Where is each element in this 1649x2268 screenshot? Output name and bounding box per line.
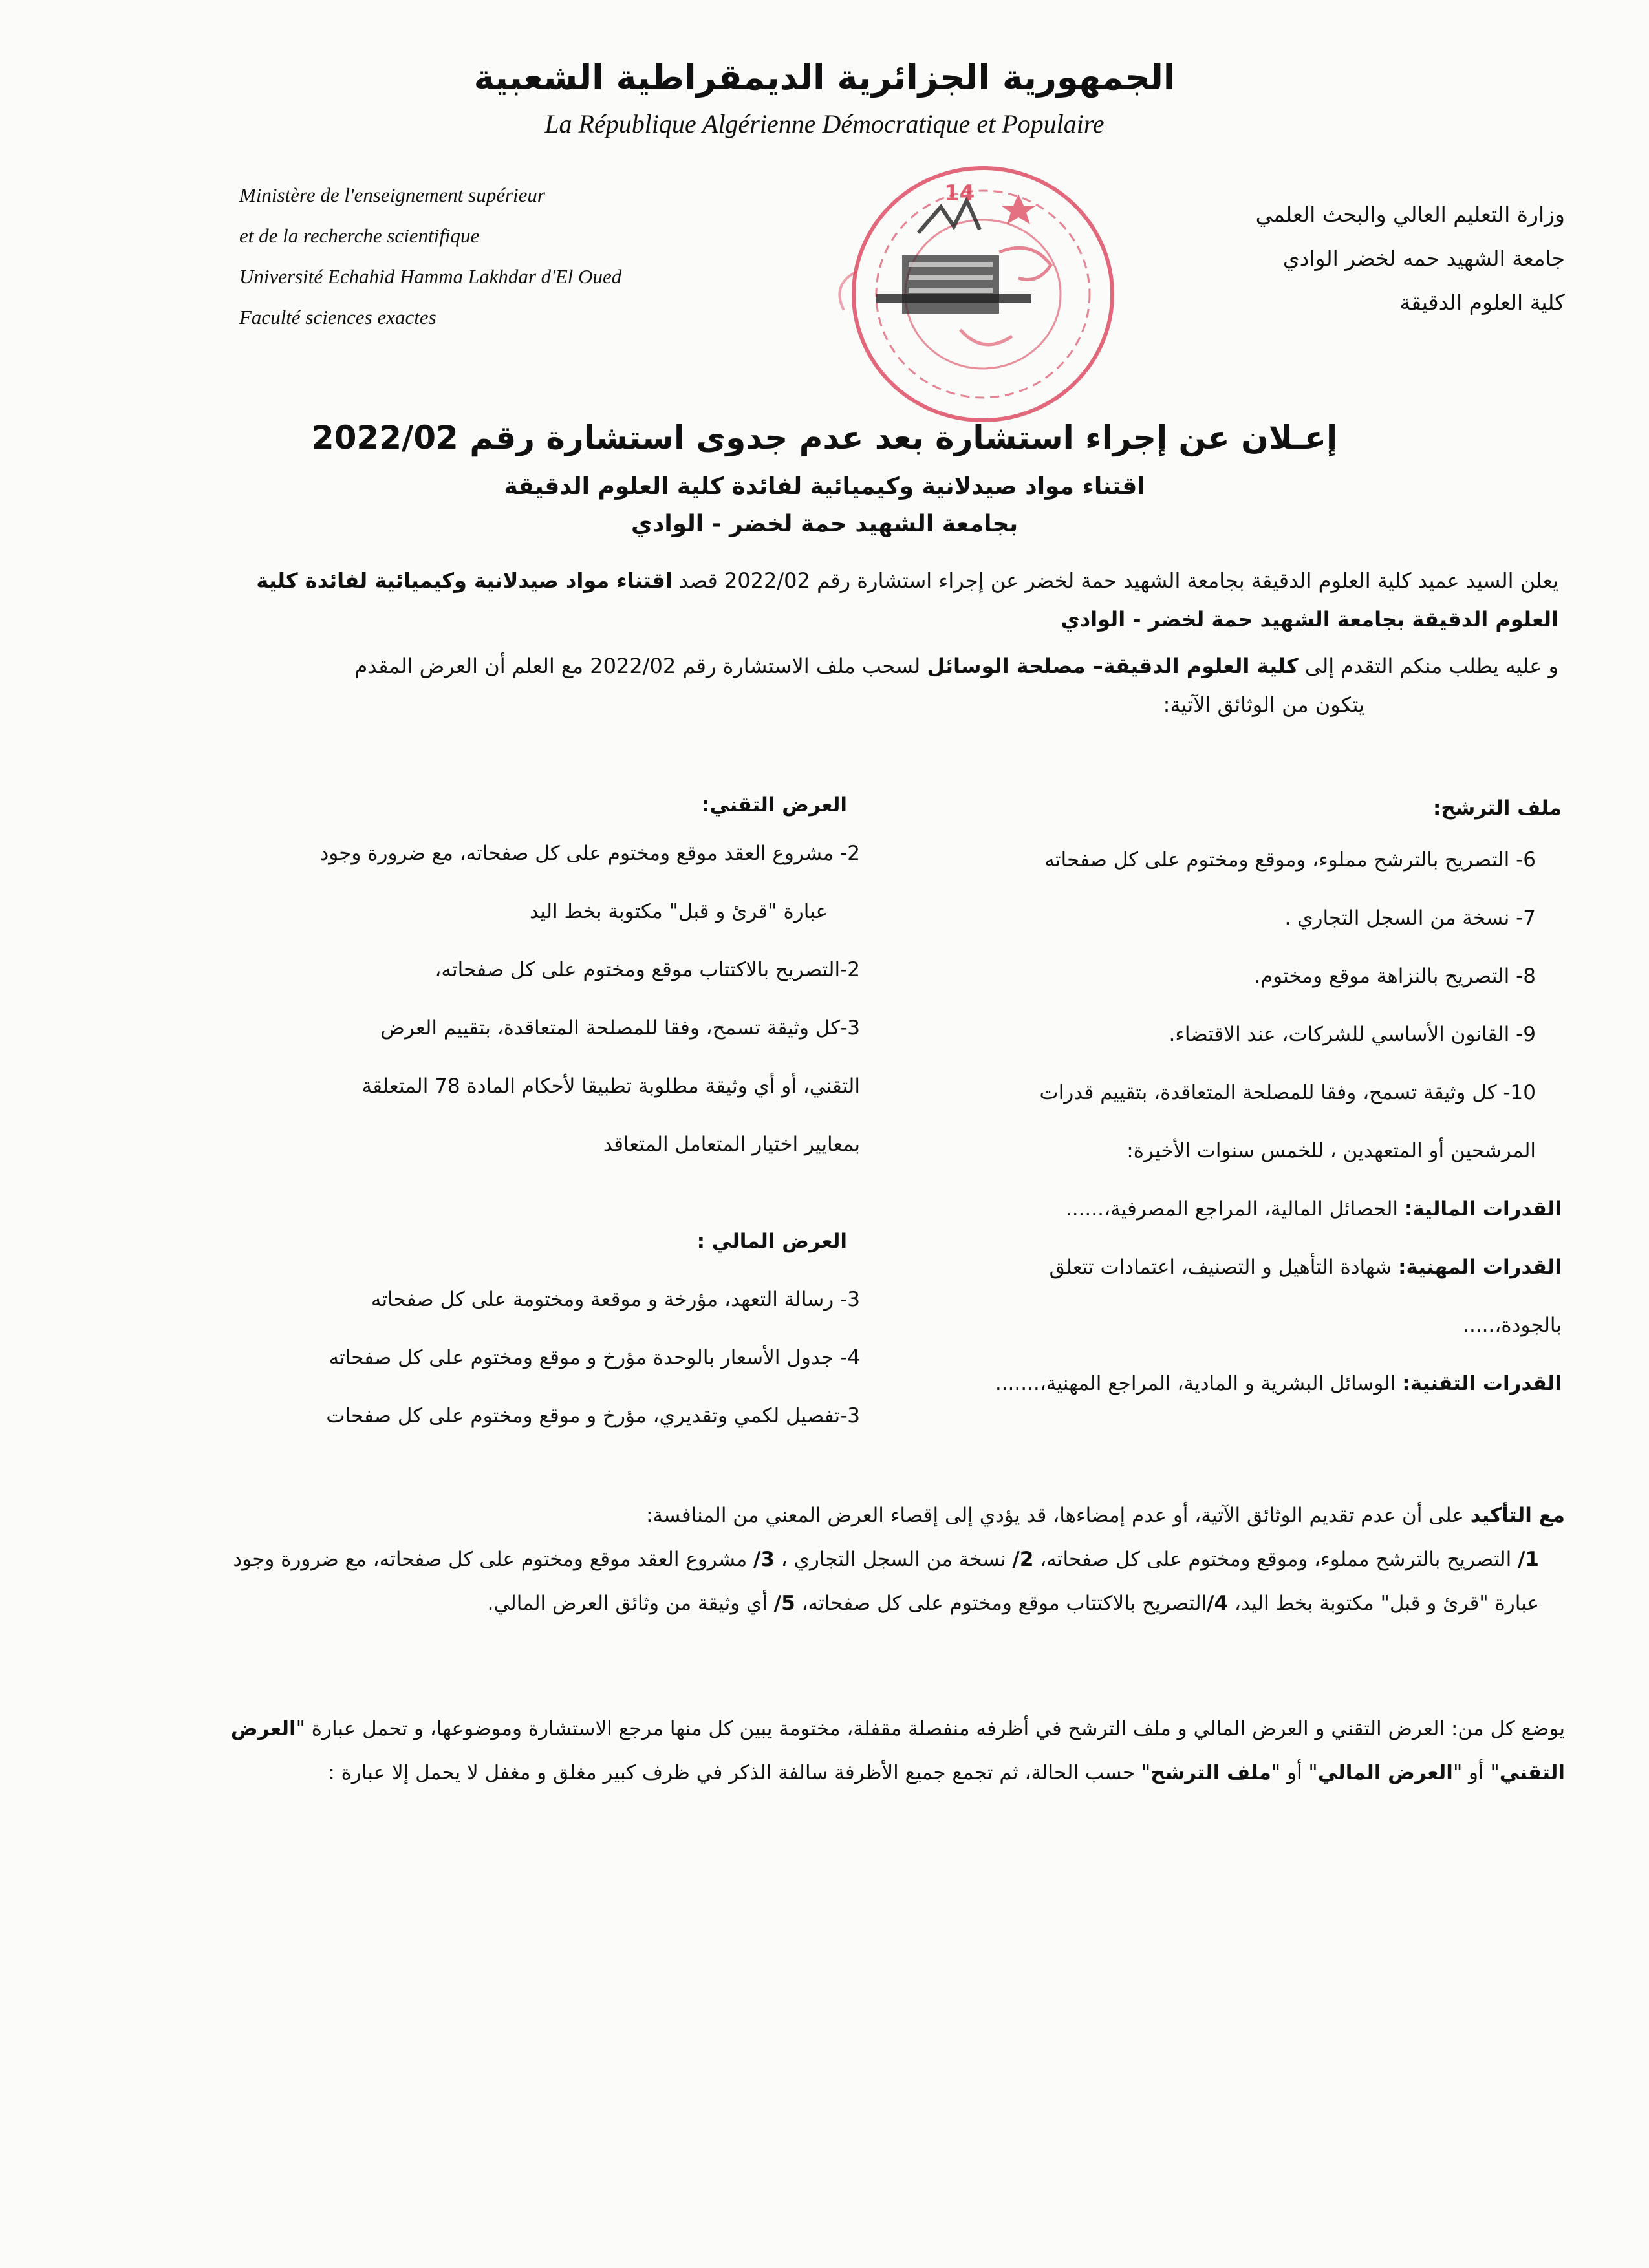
technical-offer-item: عبارة "قرئ و قبل" مكتوبة بخط اليد (529, 900, 828, 923)
candidacy-item: المرشحين أو المتعهدين ، للخمس سنوات الأخيرة: (1126, 1139, 1536, 1162)
envelope-text: " أو " (1452, 1761, 1500, 1784)
doc-text: التصريح بالاكتتاب موقع ومختوم على كل صفحاته، (795, 1592, 1207, 1615)
candidacy-item: 9- القانون الأساسي للشركات، عند الاقتضاء. (1169, 1023, 1536, 1046)
announcement-title: إعـلان عن إجراء استشارة بعد عدم جدوى استشارة رقم 2022/02 (311, 419, 1338, 456)
university-line-fr: Université Echahid Hamma Lakhdar d'El Oued (239, 265, 622, 288)
capacity-technical-label: القدرات التقنية: (1402, 1372, 1562, 1395)
doc-text: أي وثيقة من وثائق العرض المالي. (487, 1592, 774, 1615)
ministry-line-fr: et de la recherche scientifique (239, 224, 480, 247)
request-text-c: يتكون من الوثائق الآتية: (1163, 692, 1364, 717)
capacity-financial (980, 1180, 1562, 1238)
ministry-block-fr (239, 175, 821, 337)
capacity-professional-text: شهادة التأهيل و التصنيف، اعتمادات تتعلق (1049, 1256, 1399, 1279)
ministry-line-ar: وزارة التعليم العالي والبحث العلمي (1255, 202, 1565, 227)
capacity-professional (980, 1238, 1562, 1296)
intro-text: يعلن السيد عميد كلية العلوم الدقيقة بجامعة الشهيد حمة لخضر عن إجراء استشارة رقم 2022/02 قصد (672, 568, 1558, 593)
candidacy-item: 8- التصريح بالنزاهة موقع ومختوم. (1254, 965, 1536, 988)
ministry-block-ar (1048, 193, 1565, 325)
capacity-technical-text: الوسائل البشرية و المادية، المراجع المهنية،....... (995, 1372, 1403, 1395)
faculty-line-fr: Faculté sciences exactes (239, 306, 436, 328)
capacity-professional-label: القدرات المهنية: (1398, 1256, 1562, 1279)
doc-text: نسخة من السجل التجاري ، (774, 1548, 1013, 1571)
doc-text: مشروع العقد موقع ومختوم على كل صفحاته، مع ضرورة وجود عبارة "قرئ و قبل" مكتوبة بخط اليد، (233, 1548, 1539, 1615)
candidacy-item: 10- كل وثيقة تسمح، وفقا للمصلحة المتعاقدة، بتقييم قدرات (1039, 1081, 1536, 1104)
envelope-label-technical: العرض التقني (230, 1717, 1565, 1784)
candidacy-item: 6- التصريح بالترشح مملوء، وموقع ومختوم على كل صفحاته (1044, 848, 1536, 872)
request-bold-service: كلية العلوم الدقيقة– مصلحة الوسائل (927, 654, 1299, 678)
technical-offer-item: 3-كل وثيقة تسمح، وفقا للمصلحة المتعاقدة، بتقييم العرض (380, 1016, 860, 1040)
candidacy-file-section (980, 786, 1562, 1413)
financial-offer-item: 4- جدول الأسعار بالوحدة مؤرخ و موقع ومختوم على كل صفحاته (329, 1346, 860, 1369)
candidacy-item: 7- نسخة من السجل التجاري . (1284, 906, 1536, 930)
technical-offer-item: 2-التصريح بالاكتتاب موقع ومختوم على كل صفحاته، (435, 958, 860, 981)
doc-number: 3/ (753, 1548, 775, 1571)
technical-offer-item: التقني، أو أي وثيقة مطلوبة تطبيقا لأحكام المادة 78 المتعلقة (361, 1075, 860, 1098)
financial-offer-item: 3- رسالة التعهد، مؤرخة و موقعة ومختومة على كل صفحاته (371, 1288, 860, 1311)
intro-bold-subject: اقتناء مواد صيدلانية وكيميائية لفائدة كلية العلوم الدقيقة بجامعة الشهيد حمة لخضر - الوادي (256, 568, 1558, 632)
envelope-instructions (194, 1707, 1565, 1795)
doc-number: 5/ (773, 1592, 795, 1615)
offers-section (194, 786, 925, 1445)
capacity-financial-label: القدرات المالية: (1404, 1197, 1562, 1221)
mandatory-documents-list (194, 1537, 1565, 1625)
envelope-label-financial: العرض المالي (1317, 1761, 1453, 1784)
request-text-b: لسحب ملف الاستشارة رقم 2022/02 مع العلم أن العرض المقدم (354, 654, 927, 678)
official-seal-stamp (805, 155, 1122, 433)
technical-offer-item: 2- مشروع العقد موقع ومختوم على كل صفحاته، مع ضرورة وجود (319, 842, 860, 865)
doc-number: 1/ (1518, 1548, 1539, 1571)
request-text-a: و عليه يطلب منكم التقدم إلى (1298, 654, 1558, 678)
seal-number: 14 (944, 180, 975, 206)
emphasis-text: على أن عدم تقديم الوثائق الآتية، أو عدم إمضاءها، قد يؤدي إلى إقصاء العرض المعني من المنافسة: (646, 1504, 1471, 1527)
candidacy-heading: ملف الترشح: (1433, 797, 1562, 820)
envelope-text: يوضع كل من: العرض التقني و العرض المالي و ملف الترشح في أظرفه منفصلة مقفلة، مختومة يبين كل منها مرجع الاستشارة وموضوعها، و تحمل عبارة " (296, 1717, 1565, 1740)
ministry-line-fr: Ministère de l'enseignement supérieur (239, 184, 545, 206)
doc-text: التصريح بالترشح مملوء، وموقع ومختوم على كل صفحاته، (1033, 1548, 1518, 1571)
announcement-subtitle: اقتناء مواد صيدلانية وكيميائية لفائدة كلية العلوم الدقيقة (504, 473, 1145, 500)
technical-offer-item: بمعايير اختيار المتعامل المتعاقد (603, 1133, 860, 1156)
capacity-financial-text: الحصائل المالية، المراجع المصرفية،...... (1065, 1197, 1405, 1221)
announcement-subtitle-location: بجامعة الشهيد حمة لخضر - الوادي (630, 511, 1018, 537)
intro-paragraph (233, 561, 1558, 639)
emphasis-lead: مع التأكيد (1470, 1504, 1565, 1527)
doc-number: 4/ (1207, 1592, 1229, 1615)
envelope-label-candidacy: ملف الترشح (1150, 1761, 1271, 1784)
doc-number: 2/ (1012, 1548, 1034, 1571)
republic-title-fr: La République Algérienne Démocratique et Populaire (544, 109, 1105, 138)
emphasis-paragraph (194, 1493, 1565, 1625)
envelope-text: " حسب الحالة، ثم تجمع جميع الأظرفة سالفة الذكر في ظرف كبير مغلق و مغفل لا يحمل إلا عبارة : (328, 1761, 1151, 1784)
financial-offer-item: 3-تفصيل لكمي وتقديري، مؤرخ و موقع ومختوم على كل صفحات (326, 1404, 860, 1428)
university-line-ar: جامعة الشهيد حمه لخضر الوادي (1282, 246, 1565, 271)
envelope-text: " أو " (1271, 1761, 1318, 1784)
faculty-line-ar: كلية العلوم الدقيقة (1399, 290, 1565, 315)
capacity-technical (980, 1354, 1562, 1413)
capacity-professional-cont: بالجودة،..... (1463, 1314, 1562, 1337)
republic-title-ar: الجمهورية الجزائرية الديمقراطية الشعبية (473, 57, 1176, 98)
request-paragraph (233, 647, 1558, 724)
financial-offer-heading: العرض المالي : (696, 1230, 847, 1253)
technical-offer-heading: العرض التقني: (701, 793, 847, 817)
